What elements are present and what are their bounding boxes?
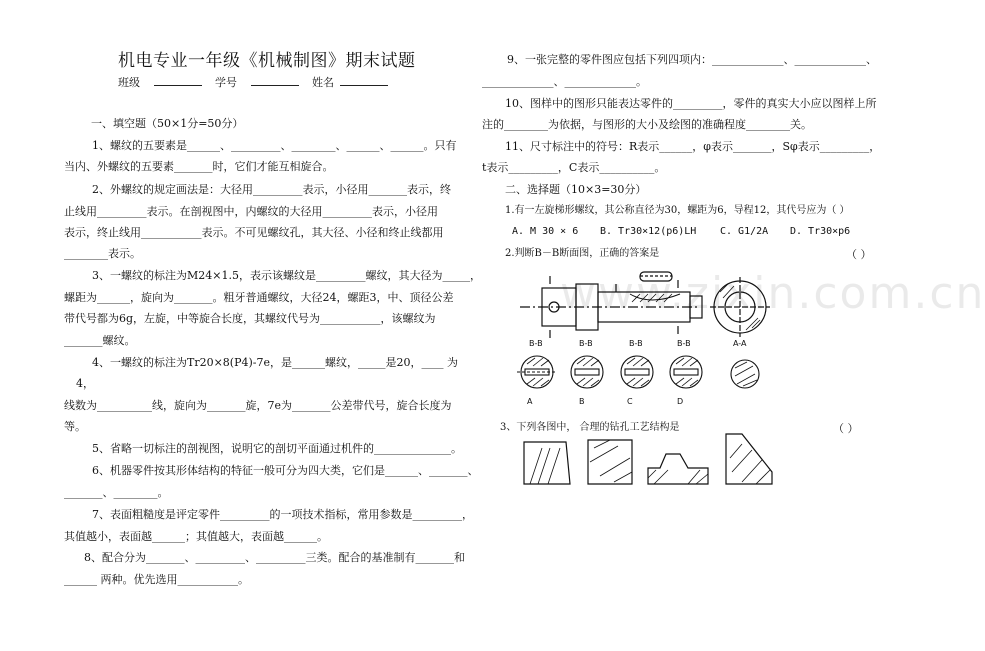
- question-8-line-1: 8、配合分为_______、_________、_________三类。配合的基准制有_______和: [84, 551, 465, 564]
- choice-2-answer-paren: （ ）: [846, 248, 872, 261]
- question-10-line-2: 注的________为依据，与图形的大小及绘图的准确程度________关。: [482, 118, 812, 131]
- question-2-line-3: 表示，终止线用___________表示。不可见螺纹孔，其大径、小径和终止线都用: [64, 226, 444, 239]
- choice-question-1: 1.有一左旋梯形螺纹，其公称直径为30，螺距为6，导程12，其代号应为（ ）: [505, 205, 850, 216]
- section1-heading: 一、填空题（50×1分=50分）: [91, 117, 244, 130]
- watermark: www.zixin.com.cn: [560, 268, 985, 319]
- name-blank: [340, 74, 388, 86]
- question-9-line-2: _____________、_____________。: [482, 75, 647, 88]
- section2-heading: 二、选择题（10×3=30分）: [505, 183, 647, 196]
- choice-label-b: B: [579, 397, 585, 406]
- question-2-line-2: 止线用_________表示。在剖视图中，内螺纹的大径用_________表示，小径用: [64, 205, 438, 218]
- question-3-line-3: 带代号都为6g，左旋，中等旋合长度，其螺纹代号为___________，该螺纹为: [64, 312, 436, 325]
- question-2-line-1: 2、外螺纹的规定画法是：大径用_________表示，小径用_______表示，终: [92, 183, 451, 196]
- student-id-label: 学号: [215, 76, 237, 89]
- question-8-line-2: ______ 两种。优先选用___________。: [64, 573, 249, 586]
- question-10-line-1: 10、图样中的图形只能表达零件的_________，零件的真实大小应以图样上所: [505, 97, 877, 110]
- drill-structure-drawings: [520, 428, 790, 488]
- question-3-line-1: 3、一螺纹的标注为M24×1.5，表示该螺纹是_________螺纹，其大径为_____，: [92, 269, 481, 282]
- question-6-line-2: _______、________。: [64, 486, 169, 499]
- choice-1-option-d: D. Tr30×p6: [790, 226, 851, 237]
- question-1-line-1: 1、螺纹的五要素是______、_________、________、______、______。只有: [92, 139, 457, 152]
- question-4-line-4: 等。: [64, 420, 86, 433]
- section-label-1: B-B: [529, 339, 543, 348]
- question-3-line-4: _______螺纹。: [64, 334, 136, 347]
- question-1-line-2: 当内、外螺纹的五要素_______时，它们才能互相旋合。: [64, 160, 334, 173]
- choice-1-option-c: C. G1/2A: [720, 226, 769, 237]
- question-4-line-3: 线数为__________线，旋向为_______旋，7e为_______公差带代号，旋合长度为: [64, 399, 452, 412]
- question-7-line-1: 7、表面粗糙度是评定零件_________的一项技术指标，常用参数是_________，: [92, 508, 473, 521]
- question-7-line-2: 其值越小，表面越______；其值越大，表面越______。: [64, 530, 328, 543]
- choice-3-answer-paren: （ ）: [833, 422, 859, 435]
- question-4-line-1: 4、一螺纹的标注为Tr20×8(P4)-7e，是______螺纹，_____是20，____ 为: [92, 356, 459, 369]
- choice-question-2: 2.判断B－B断面图，正确的答案是: [505, 248, 660, 259]
- question-11-line-1: 11、尺寸标注中的符号：R表示______，φ表示_______，Sφ表示_________，: [505, 140, 881, 153]
- choice-label-c: C: [627, 397, 633, 406]
- choice-label-a: A: [527, 397, 533, 406]
- choice-1-option-a: A. M 30 × 6: [512, 226, 579, 237]
- bb-section-options: [515, 336, 790, 408]
- question-9-line-1: 9、一张完整的零件图应包括下列四项内：_____________、_____________、: [507, 53, 877, 66]
- class-label: 班级: [118, 76, 140, 89]
- choice-label-d: D: [677, 397, 684, 406]
- section-label-4: B-B: [677, 339, 691, 348]
- question-3-line-2: 螺距为______，旋向为_______。粗牙普通螺纹，大径24，螺距3，中、顶径公差: [64, 291, 454, 304]
- student-info-row: [118, 74, 388, 90]
- section-label-2: B-B: [579, 339, 593, 348]
- section-label-5: A-A: [733, 339, 747, 348]
- question-6-line-1: 6、机器零件按其形体结构的特征一般可分为四大类，它们是______、_______、: [92, 464, 479, 477]
- choice-1-option-b: B. Tr30×12(p6)LH: [600, 226, 697, 237]
- student-id-blank: [251, 74, 299, 86]
- name-label: 姓名: [312, 76, 334, 89]
- section-label-3: B-B: [629, 339, 643, 348]
- question-2-line-4: ________表示。: [64, 247, 141, 260]
- question-5: 5、省略一切标注的剖视图，说明它的剖切平面通过机件的______________。: [92, 442, 462, 455]
- question-11-line-2: t表示_________，C表示__________。: [482, 161, 666, 174]
- page-title: 机电专业一年级《机械制图》期末试题: [118, 51, 416, 71]
- choice-question-3: 3、下列各图中， 合理的钻孔工艺结构是: [500, 422, 680, 433]
- class-blank: [154, 74, 202, 86]
- question-4-line-2: 4，: [76, 377, 94, 390]
